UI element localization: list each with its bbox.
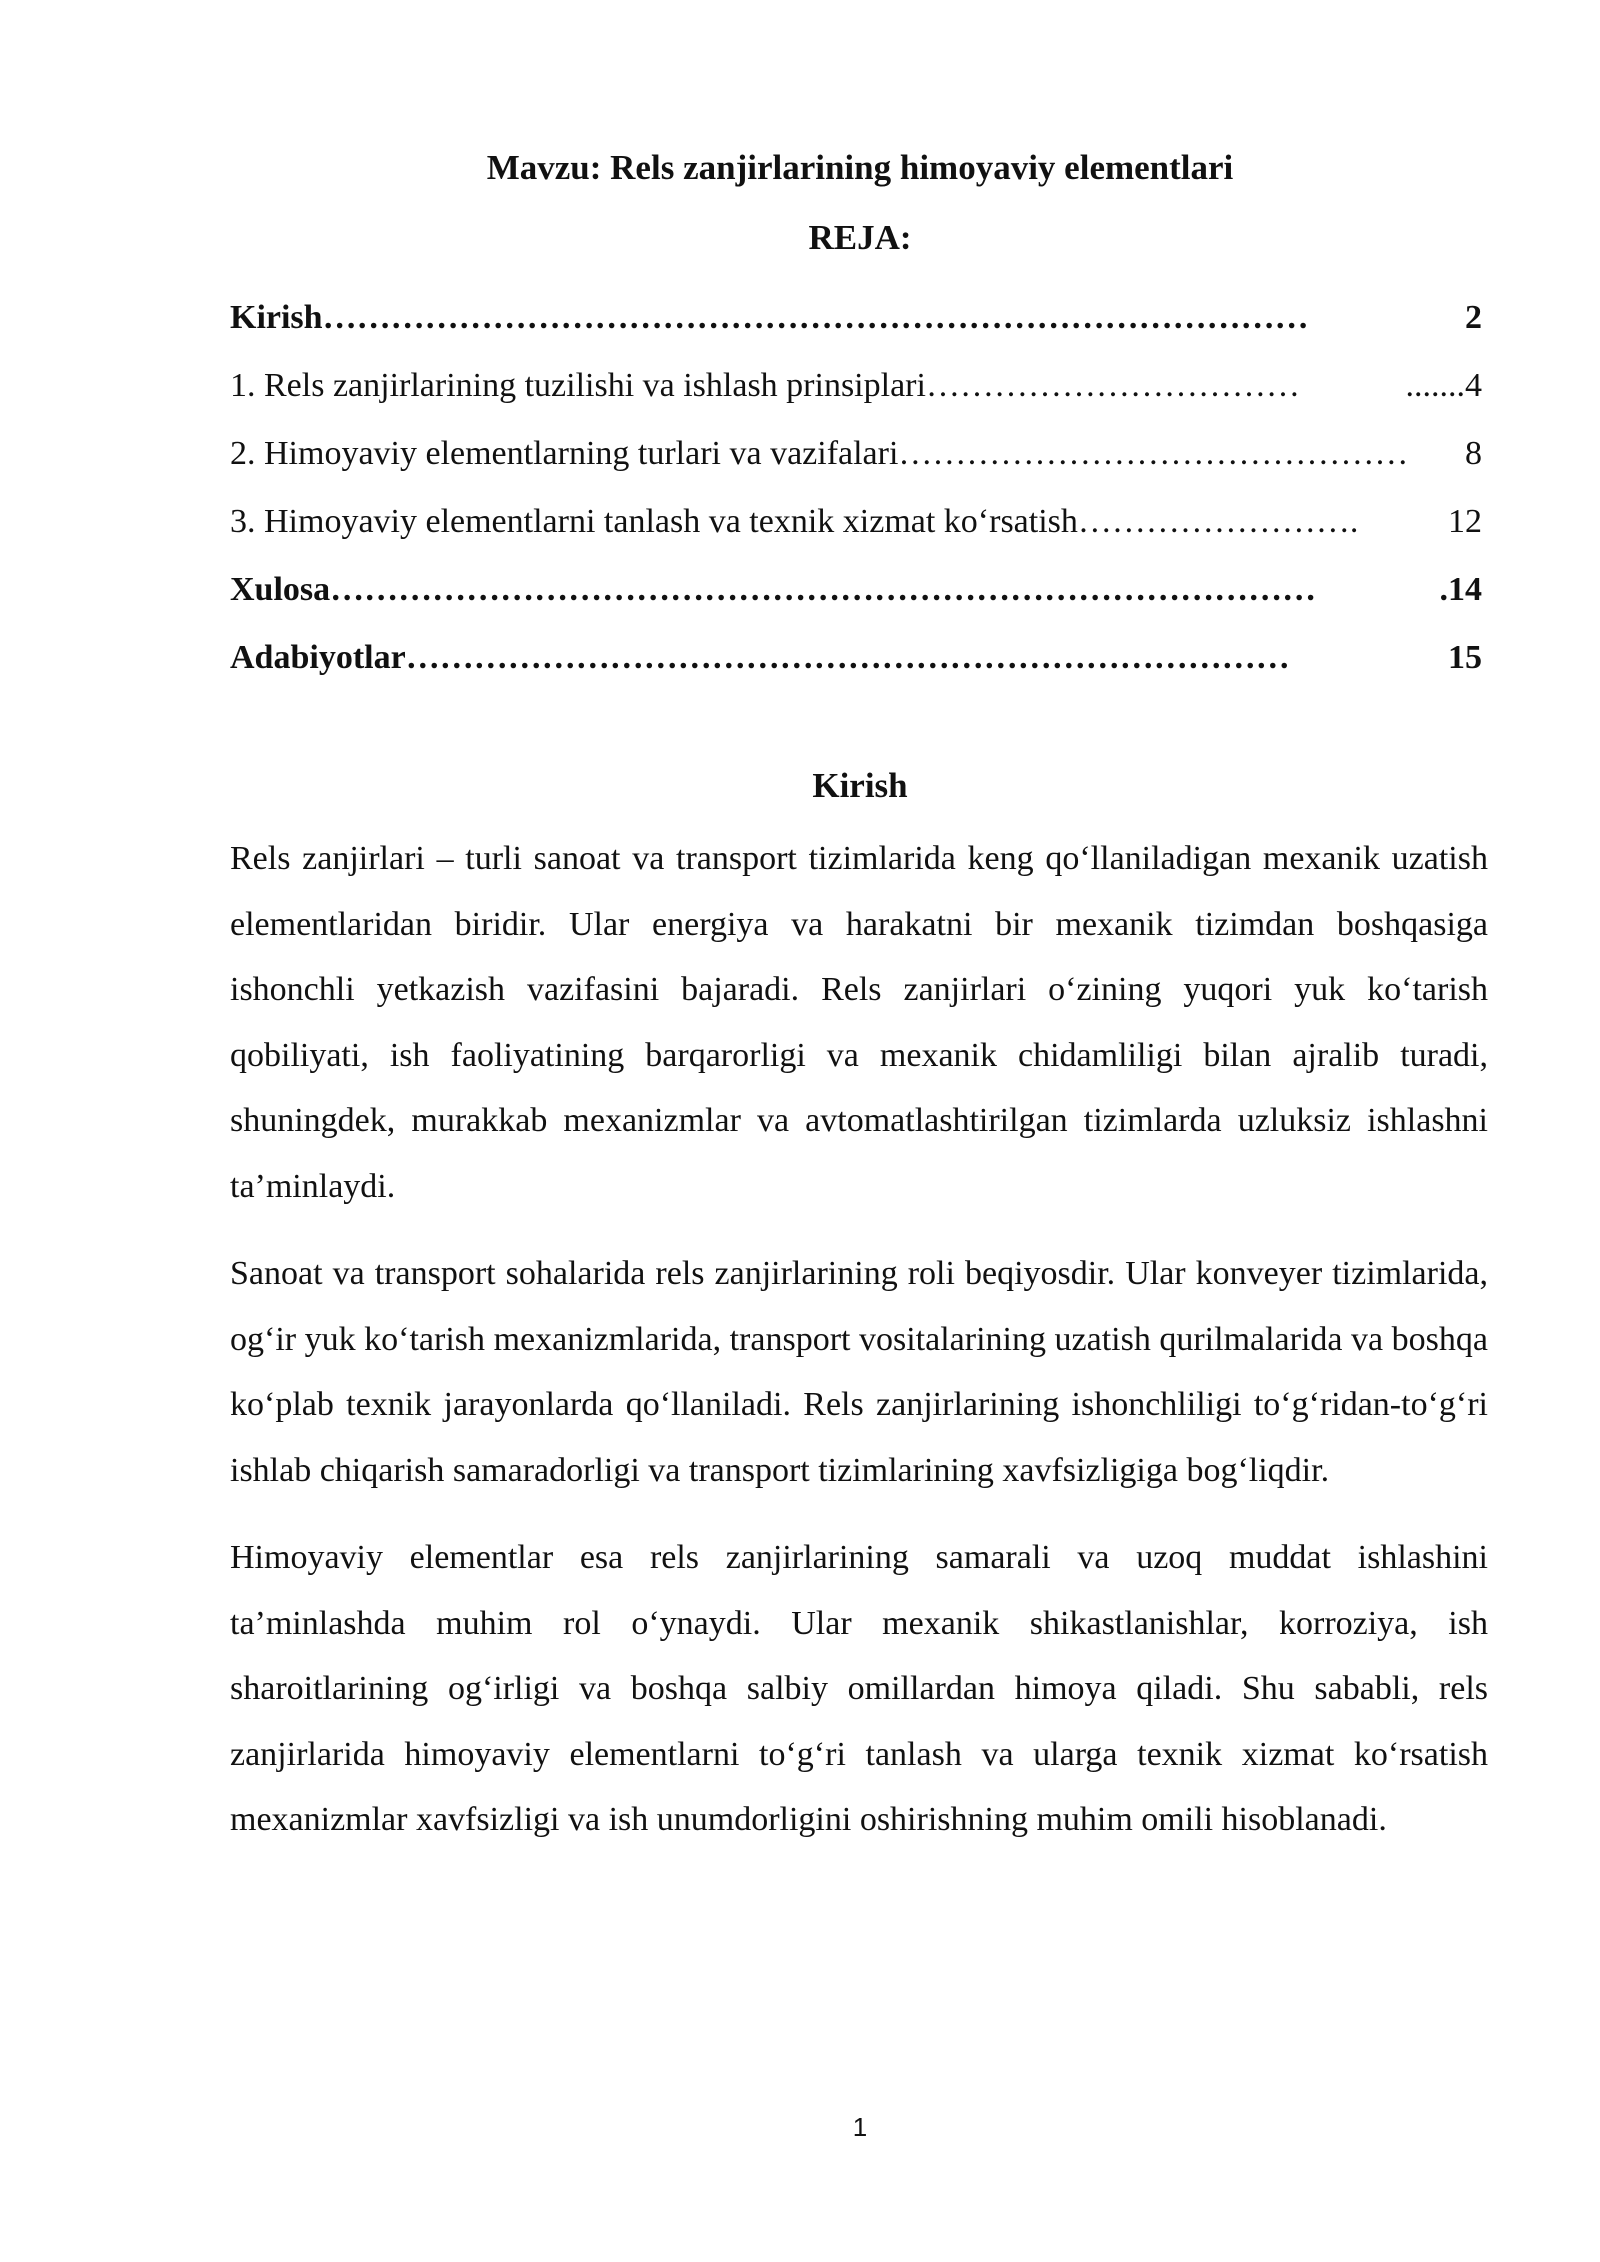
toc-leader-dots: ……………………………………………………………………………	[330, 571, 1317, 608]
toc-leader-dots: ……………………………	[925, 367, 1300, 404]
body-paragraph: Rels zanjirlari – turli sanoat va transport tizimlarida keng qo‘llaniladigan mexanik uzatish elementlaridan biridir. Ular energiya va harakatni bir mexanik tizimdan boshqasiga ishonchli yetkazish vazifasini bajaradi. Rels zanjirlari o‘zining yuqori yuk ko‘tarish qobiliyati, ish faoliyatining barqarorligi va mexanik chidamliligi bilan ajralib turadi, shuningdek, murakkab mexanizmlar va avtomatlashtirilgan tizimlarda uzluksiz ishlashni ta’minlaydi.	[230, 840, 1488, 1205]
toc-entry-xulosa[interactable]	[230, 556, 1482, 624]
toc-page-number: 15	[1448, 639, 1482, 676]
toc-entry-label: 1. Rels zanjirlarining tuzilishi va ishlash prinsiplari	[230, 367, 926, 404]
toc-entry-section-3[interactable]	[230, 488, 1482, 556]
section-heading-kirish: Kirish	[812, 766, 908, 805]
page-number: 1	[852, 2112, 868, 2142]
toc-page-number: 8	[1465, 435, 1482, 472]
toc-page-number: .14	[1439, 571, 1482, 608]
toc-entry-adabiyotlar[interactable]	[230, 624, 1482, 692]
toc-leader-dots: ……………………………………………………………………………	[322, 299, 1309, 336]
toc-leader-dots: ……………………………………………………………………	[405, 639, 1290, 676]
toc-page-number: 2	[1465, 299, 1482, 336]
table-of-contents	[230, 284, 1482, 692]
toc-entry-label: Adabiyotlar	[230, 639, 406, 676]
toc-leader-dots: …………………….	[1077, 503, 1359, 540]
document-title: Mavzu: Rels zanjirlarining himoyaviy elementlari	[486, 148, 1234, 187]
toc-entry-label: Kirish	[230, 299, 323, 336]
toc-page-number: .......4	[1405, 367, 1482, 404]
toc-entry-section-2[interactable]	[230, 420, 1482, 488]
plan-heading: REJA:	[808, 218, 912, 257]
body-paragraph: Himoyaviy elementlar esa rels zanjirlarining samarali va uzoq muddat ishlashini ta’minlashda muhim rol o‘ynaydi. Ular mexanik shikastlanishlar, korroziya, ish sharoitlarining og‘irligi va boshqa salbiy omillardan himoya qiladi. Shu sababli, rels zanjirlarida himoyaviy elementlarni to‘g‘ri tanlash va ularga texnik xizmat ko‘rsatish mexanizmlar xavfsizligi va ish unumdorligini oshirishning muhim omili hisoblanadi.	[230, 1539, 1488, 1838]
toc-entry-label: Xulosa	[230, 571, 331, 608]
toc-page-number: 12	[1448, 503, 1482, 540]
toc-entry-label: 3. Himoyaviy elementlarni tanlash va texnik xizmat ko‘rsatish	[230, 503, 1078, 540]
body-paragraph: Sanoat va transport sohalarida rels zanjirlarining roli beqiyosdir. Ular konveyer tizimlarida, og‘ir yuk ko‘tarish mexanizmlarida, transport vositalarining uzatish qurilmalarida va boshqa ko‘plab texnik jarayonlarda qo‘llaniladi. Rels zanjirlarining ishonchliligi to‘g‘ridan-to‘g‘ri ishlab chiqarish samaradorligi va transport tizimlarining xavfsizligiga bog‘liqdir.	[230, 1255, 1488, 1489]
toc-entry-section-1[interactable]	[230, 352, 1482, 420]
introduction-body	[230, 826, 1488, 1875]
toc-entry-kirish[interactable]	[230, 284, 1482, 352]
toc-leader-dots: ………………………………………	[898, 435, 1409, 472]
toc-entry-label: 2. Himoyaviy elementlarning turlari va vazifalari	[230, 435, 899, 472]
